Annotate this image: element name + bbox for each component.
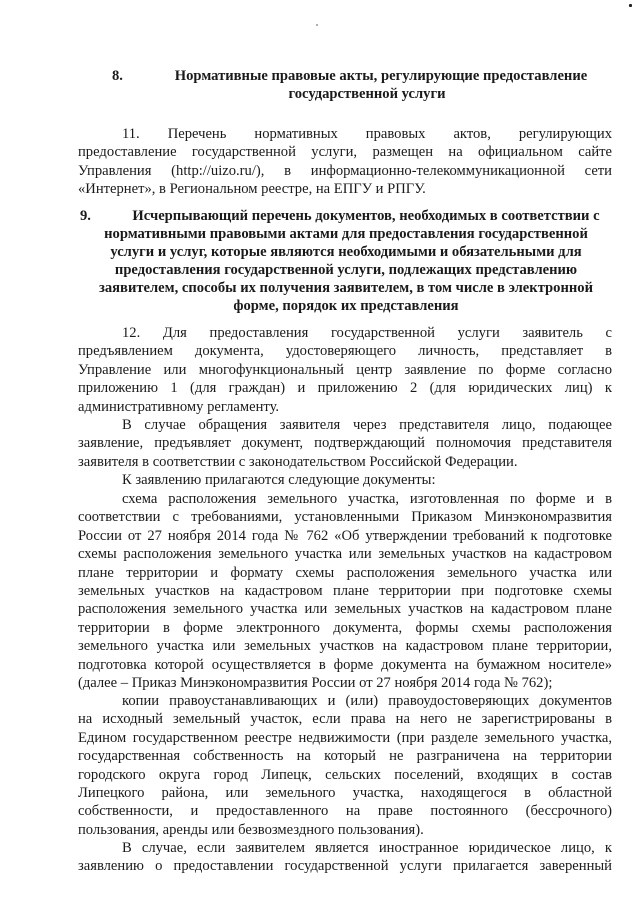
text-line: заявлению о предоставлении государственной услуги прилагается заверенный [78, 858, 612, 875]
text-line: расположения земельного участка или земельных участков на кадастровом плане [78, 601, 612, 618]
text-line: 11. Перечень нормативных правовых актов, регулирующих [122, 126, 612, 142]
text-line: Едином государственном реестре недвижимости (при разделе земельного участка, [78, 729, 612, 746]
section-9-title-line: форме, порядок их представления [233, 298, 459, 314]
text-line: Управление или многофункциональный центр заявление по форме согласно [78, 361, 612, 378]
text-line: (далее – Приказ Минэкономразвития России от 27 ноября 2014 года № 762); [78, 675, 553, 692]
text-line: земельного участка или земельных участков на кадастровом плане территории, [78, 638, 612, 655]
text-line: подготовка которой осуществляется в форме документа на бумажном носителе» [78, 656, 612, 673]
text-line: административному регламенту. [78, 398, 280, 415]
text-line: копии правоустанавливающих и (или) правоудостоверяющих документов [122, 693, 612, 709]
scan-speck [629, 4, 632, 7]
text-line: собственности, и предоставленного на праве постоянного (бессрочного) [78, 803, 612, 820]
section-9-title-line: нормативными правовыми актами для предоставления государственной [104, 226, 588, 242]
section-9-heading [80, 207, 612, 315]
text-line: предоставление государственной услуги, размещен на официальном сайте [78, 144, 612, 161]
text-line: предъявлением документа, удостоверяющего личность, представляет в [78, 343, 612, 360]
text-line: городского округа город Липецк, сельских поселений, входящих в состав [78, 766, 612, 783]
paragraph-scheme [78, 490, 612, 692]
text-line: схема расположения земельного участка, изготовленная по форме и в [122, 491, 612, 507]
section-8-title-line: государственной услуги [288, 86, 446, 102]
text-line: плане территории и формату схемы расположения земельного участка или [78, 564, 612, 581]
text-line: Управления (http://uizo.ru/), в информационно-телекоммуникационной сети [78, 162, 612, 179]
text-line: территории в форме электронного документа, формы схемы расположения [78, 619, 612, 636]
section-8-title-line: Нормативные правовые акты, регулирующие предоставление [174, 68, 588, 84]
text-line: 12. Для предоставления государственной услуги заявитель с [122, 325, 612, 341]
section-8-number: 8. [112, 68, 123, 84]
paragraph-12 [78, 324, 612, 416]
text-line: пользования, аренды или безвозмездного пользования). [78, 821, 424, 838]
text-line: на исходный земельный участок, если права на него не зарегистрированы в [78, 711, 612, 728]
section-9-title-line: услуги и услуг, которые являются необходимыми и обязательными для [110, 244, 582, 260]
text-line: В случае обращения заявителя через представителя лицо, подающее [122, 417, 612, 433]
text-line: государственная собственность на который не разграничена на территории [78, 748, 612, 765]
paragraph-attached-documents [78, 471, 612, 489]
section-9-number: 9. [80, 208, 91, 224]
paragraph-foreign-entity [78, 839, 612, 876]
text-line: России от 27 ноября 2014 года № 762 «Об утверждении требований к подготовке [78, 527, 612, 544]
text-line: схемы расположения земельного участка или земельных участков на кадастровом [78, 546, 612, 563]
section-8-heading [112, 67, 612, 103]
paragraph-11 [78, 125, 612, 199]
paragraph-copies [78, 692, 612, 839]
section-9-title-line: предоставления государственной услуги, подлежащих представлению [114, 262, 578, 278]
paragraph-representative [78, 416, 612, 471]
section-9-title-line: Исчерпывающий перечень документов, необходимых в соответствии с [132, 208, 600, 224]
text-line: соответствии с требованиями, установленными Приказом Минэкономразвития [78, 509, 612, 526]
text-line: К заявлению прилагаются следующие документы: [122, 472, 436, 488]
scan-speck [316, 24, 318, 26]
text-line: заявителя в соответствии с законодательством Российской Федерации. [78, 453, 518, 470]
section-9-title-line: заявителем, способы их получения заявителем, в том числе в электронной [99, 280, 593, 296]
text-line: Липецкого района, или земельного участка, находящегося в областной [78, 785, 612, 802]
text-line: земельных участков на кадастровом плане территории при подготовке схемы [78, 583, 612, 600]
text-line: В случае, если заявителем является иностранное юридическое лицо, к [122, 840, 612, 856]
text-line: приложению 1 (для граждан) и приложению 2 (для юридических лиц) к [78, 380, 612, 397]
text-line: «Интернет», в Региональном реестре, на ЕПГУ и РПГУ. [78, 181, 426, 198]
text-line: заявление, предъявляет документ, подтверждающий полномочия представителя [78, 435, 612, 452]
